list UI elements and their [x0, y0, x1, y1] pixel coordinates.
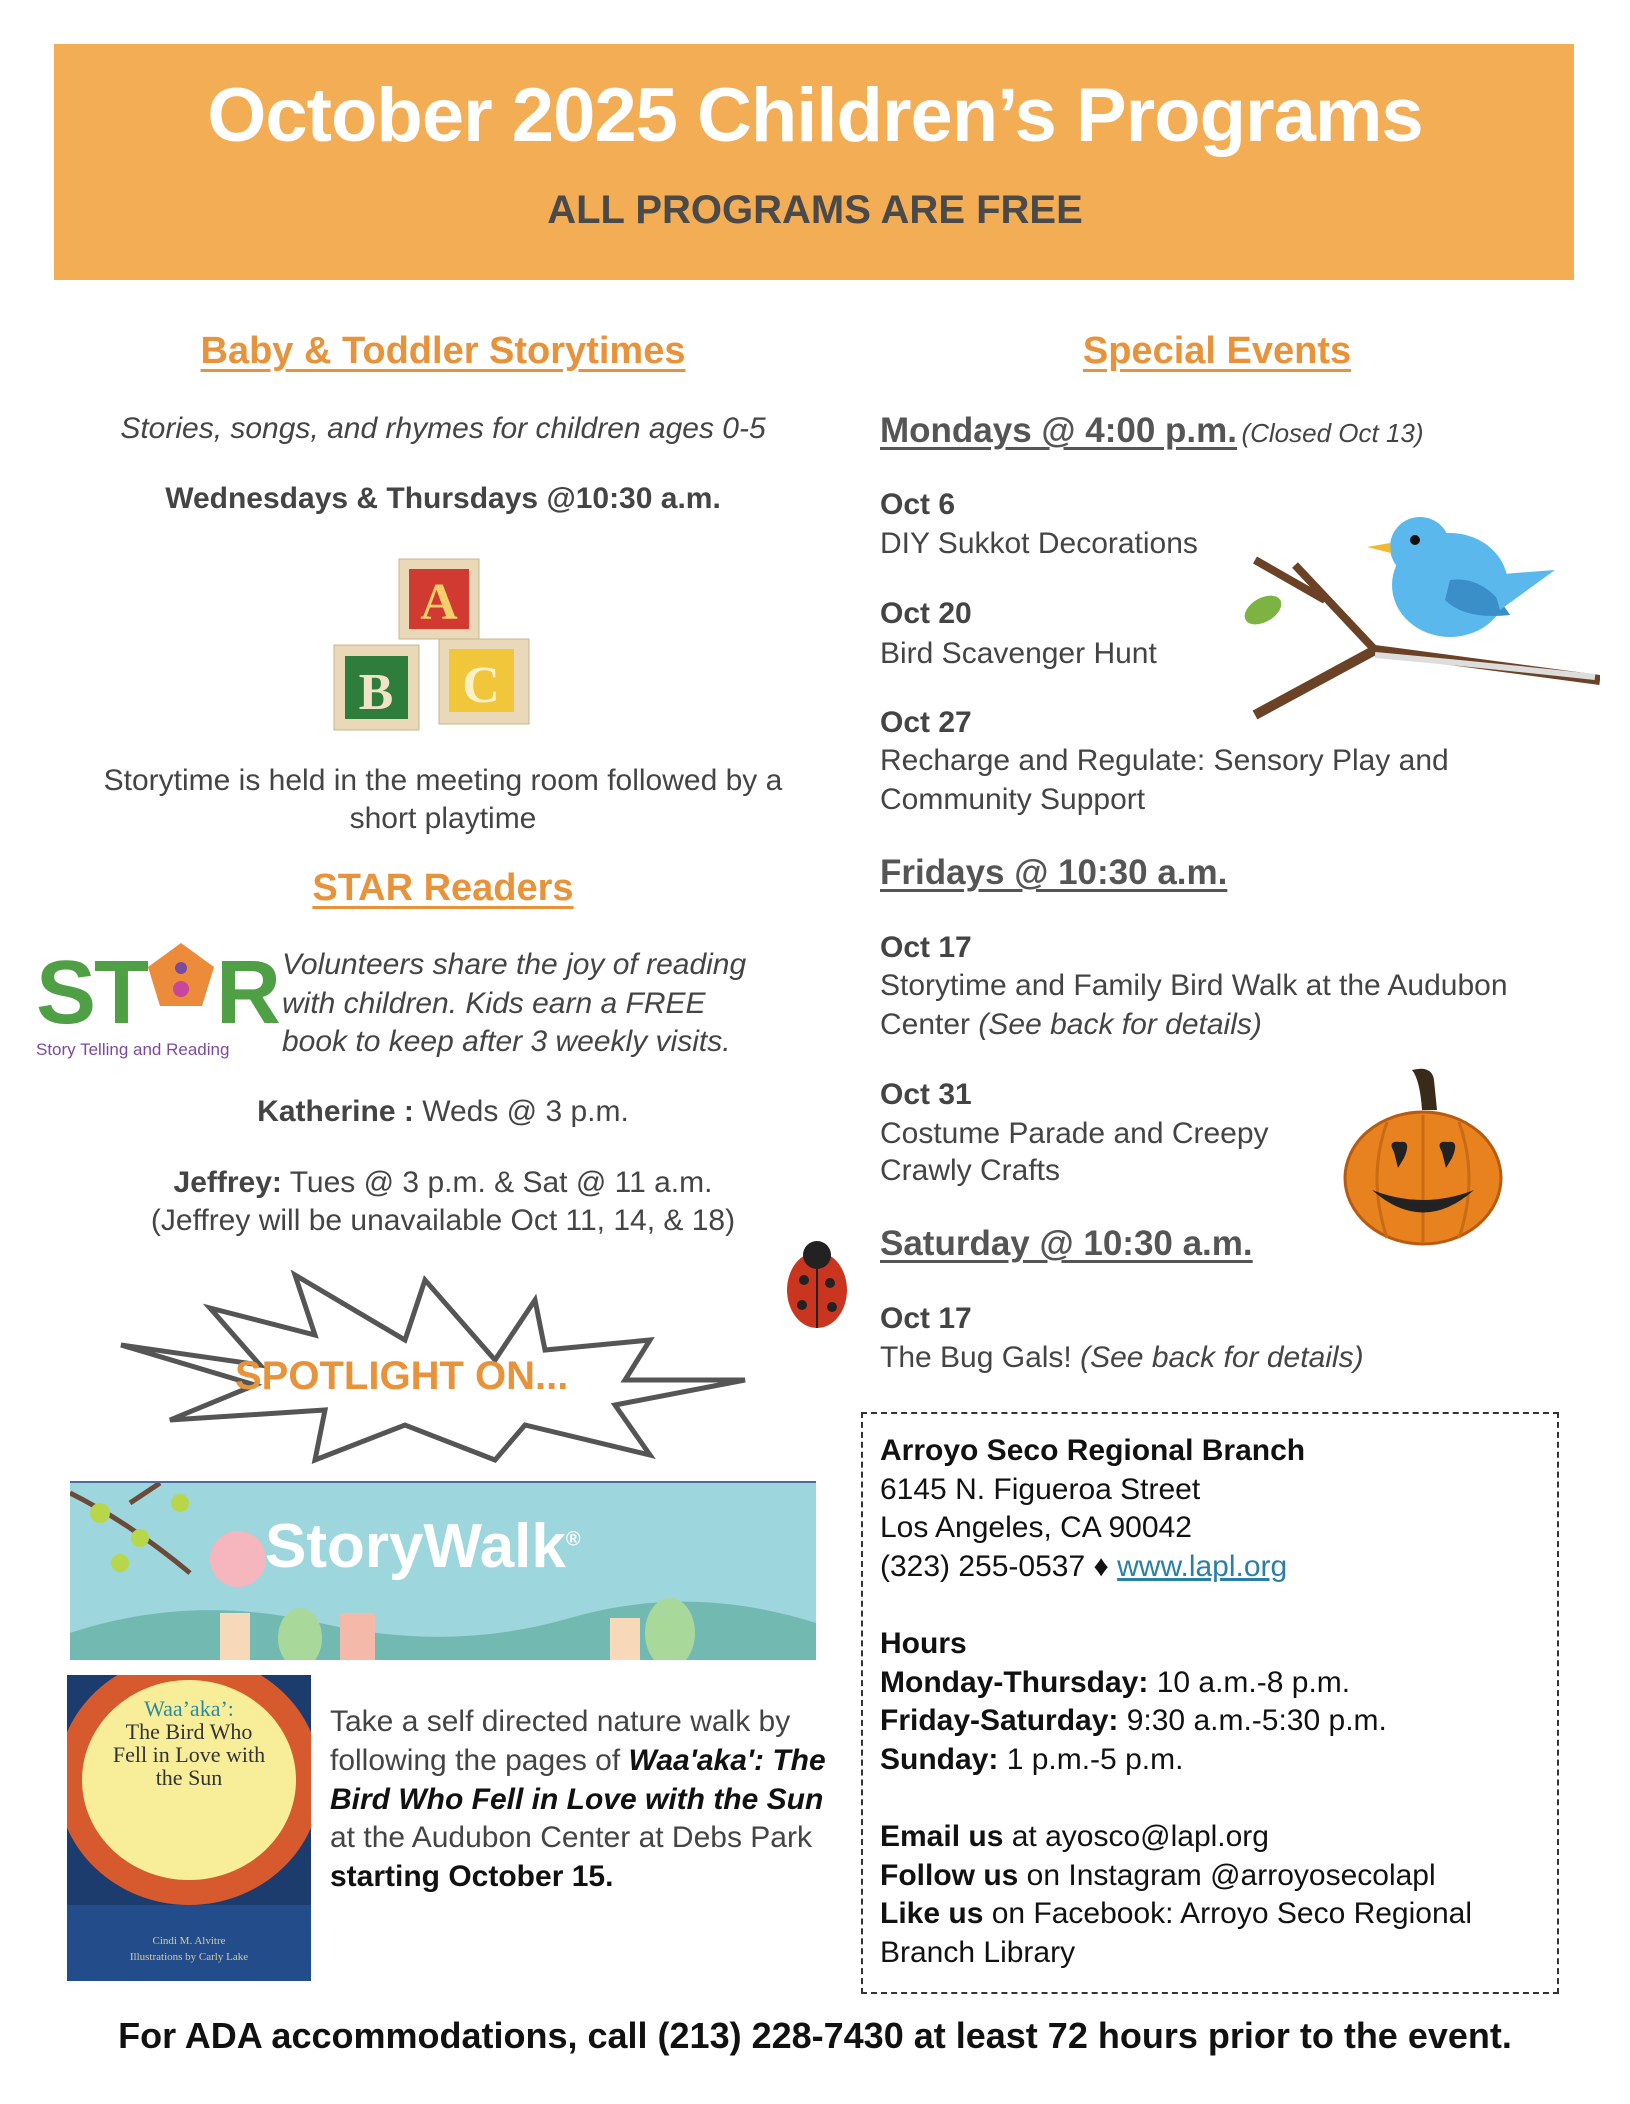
star-logo-letter-r: R: [216, 943, 280, 1029]
star-logo: [36, 923, 280, 1063]
pumpkin-image: [1342, 1060, 1504, 1246]
event-title-cont: Crawly Crafts: [880, 1154, 1061, 1187]
event-date: Oct 17: [880, 931, 972, 964]
book-title-1: Waa’aka’:: [144, 1696, 234, 1721]
hours-row: [880, 1702, 1472, 1741]
storywalk-banner: [70, 1481, 816, 1660]
storywalk-start-date: starting October 15.: [330, 1860, 614, 1894]
fridays-header: [880, 853, 1227, 893]
like-label: Like us: [880, 1897, 984, 1930]
event-date: Oct 6: [880, 488, 956, 521]
block-letter-c: C: [462, 657, 500, 714]
star-logo-caption: Story Telling and Reading: [36, 1040, 230, 1059]
storywalk-description: [330, 1703, 830, 1897]
star-logo-letter-s: S: [36, 943, 97, 1029]
book-illustrator: Illustrations by Carly Lake: [129, 1951, 249, 1963]
event-date: Oct 20: [880, 597, 972, 630]
abc-blocks-image: [329, 557, 543, 735]
hours-days: Monday-Thursday:: [880, 1665, 1149, 1699]
mondays-header: [880, 411, 1424, 451]
email-label: Email us: [880, 1820, 1004, 1853]
storytime-heading: Baby & Toddler Storytimes: [200, 330, 686, 372]
event-title: DIY Sukkot Decorations: [880, 527, 1198, 560]
jeffrey-schedule: [40, 1164, 846, 1202]
branch-street: 6145 N. Figueroa Street: [880, 1472, 1201, 1506]
registered-mark: ®: [565, 1528, 581, 1551]
ada-notice: For ADA accommodations, call (213) 228-7430 at least 72 hours prior to the event.: [118, 2015, 1512, 2056]
hours-time: 10 a.m.-8 p.m.: [1148, 1665, 1351, 1699]
storytime-note-1: Storytime is held in the meeting room followed by a: [103, 764, 783, 797]
follow-text: on Instagram @arroyosecolapl: [1018, 1858, 1436, 1892]
event-note: (See back for details): [978, 1008, 1262, 1041]
book-title-4: the Sun: [155, 1765, 223, 1790]
fridays-label: Fridays @ 10:30 a.m.: [880, 853, 1228, 892]
branch-phone: (323) 255-0537 ♦: [880, 1549, 1118, 1583]
event-date: Oct 31: [880, 1078, 972, 1111]
storywalk-name: StoryWalk: [265, 1512, 566, 1581]
event-title-text: The Bug Gals!: [880, 1341, 1081, 1374]
book-cover-image: [67, 1675, 311, 1981]
hours-days: Sunday:: [880, 1742, 999, 1776]
jeffrey-time: Tues @ 3 p.m. & Sat @ 11 a.m.: [281, 1166, 713, 1199]
storywalk-logo-text: [265, 1511, 581, 1582]
storywalk-text-2: at the Audubon Center at Debs Park: [330, 1821, 812, 1855]
email-text: at ayosco@lapl.org: [1003, 1820, 1269, 1853]
star-heading: STAR Readers: [312, 867, 574, 909]
book-title-2: The Bird Who: [125, 1719, 253, 1744]
hours-row: [880, 1664, 1472, 1703]
page-subtitle: ALL PROGRAMS ARE FREE: [547, 188, 1083, 232]
hours-time: 9:30 a.m.-5:30 p.m.: [1118, 1704, 1387, 1737]
branch-contact: [880, 1548, 1472, 1587]
event-note: (See back for details): [1080, 1341, 1364, 1374]
saturday-header: [880, 1224, 1253, 1264]
hours-time: 1 p.m.-5 p.m.: [998, 1742, 1184, 1776]
follow-label: Follow us: [880, 1858, 1019, 1892]
follow-line: [880, 1857, 1472, 1896]
page-title: October 2025 Children’s Programs: [207, 73, 1423, 158]
block-letter-a: A: [420, 574, 458, 631]
event-title-cont-text: Center: [880, 1008, 979, 1041]
hours-row: [880, 1741, 1472, 1780]
katherine-schedule: [40, 1093, 846, 1131]
storywalk-text-1: Take a self directed nature walk by following the pages of: [330, 1705, 791, 1777]
event-title: [880, 1338, 1364, 1377]
hours-label: Hours: [880, 1627, 967, 1660]
storywalk-book-title: Waa'aka': The Bird Who Fell in Love with the Sun: [330, 1743, 826, 1816]
star-logo-letter-t: T: [94, 943, 149, 1029]
storytime-note-2: short playtime: [349, 802, 537, 835]
storytime-description: Stories, songs, and rhymes for children ages 0-5: [120, 412, 766, 445]
branch-name: Arroyo Seco Regional Branch: [880, 1434, 1306, 1467]
katherine-name: Katherine :: [257, 1095, 414, 1128]
jeffrey-name: Jeffrey:: [173, 1166, 282, 1199]
event-title: Costume Parade and Creepy: [880, 1117, 1269, 1150]
star-desc-2: with children. Kids earn a FREE: [282, 986, 706, 1020]
katherine-time: Weds @ 3 p.m.: [413, 1095, 629, 1128]
branch-city: Los Angeles, CA 90042: [880, 1511, 1192, 1544]
book-title-3: Fell in Love with: [112, 1742, 266, 1767]
block-letter-b: B: [358, 664, 394, 721]
event-date: Oct 17: [880, 1302, 972, 1335]
event-date: Oct 27: [880, 706, 972, 739]
special-events-heading: Special Events: [1082, 330, 1352, 372]
mondays-label: Mondays @ 4:00 p.m.: [880, 411, 1237, 450]
event-title: Storytime and Family Bird Walk at the Audubon: [880, 969, 1508, 1002]
like-line: [880, 1895, 1472, 1934]
like-line-cont: Branch Library: [880, 1935, 1076, 1969]
event-title-cont: Community Support: [880, 783, 1146, 816]
ladybug-image: [772, 1235, 862, 1335]
hours-days: Friday-Saturday:: [880, 1704, 1119, 1737]
website-link[interactable]: www.lapl.org: [1117, 1549, 1288, 1583]
jeffrey-note: (Jeffrey will be unavailable Oct 11, 14, & 18): [150, 1204, 736, 1237]
star-desc-1: Volunteers share the joy of reading: [282, 948, 747, 981]
event-title: Bird Scavenger Hunt: [880, 637, 1157, 670]
star-desc-3: book to keep after 3 weekly visits.: [282, 1025, 731, 1058]
spotlight-label: SPOTLIGHT ON...: [235, 1354, 569, 1398]
event-title: Recharge and Regulate: Sensory Play and: [880, 744, 1449, 777]
book-author: Cindi M. Alvitre: [152, 1935, 226, 1947]
email-line: [880, 1818, 1472, 1857]
mondays-note: (Closed Oct 13): [1241, 418, 1424, 448]
storytime-schedule: Wednesdays & Thursdays @10:30 a.m.: [165, 482, 721, 515]
like-text: on Facebook: Arroyo Seco Regional: [983, 1897, 1473, 1930]
bluebird-image: [1235, 505, 1600, 720]
saturday-label: Saturday @ 10:30 a.m.: [880, 1224, 1253, 1263]
event-title-cont: [880, 1005, 1262, 1044]
